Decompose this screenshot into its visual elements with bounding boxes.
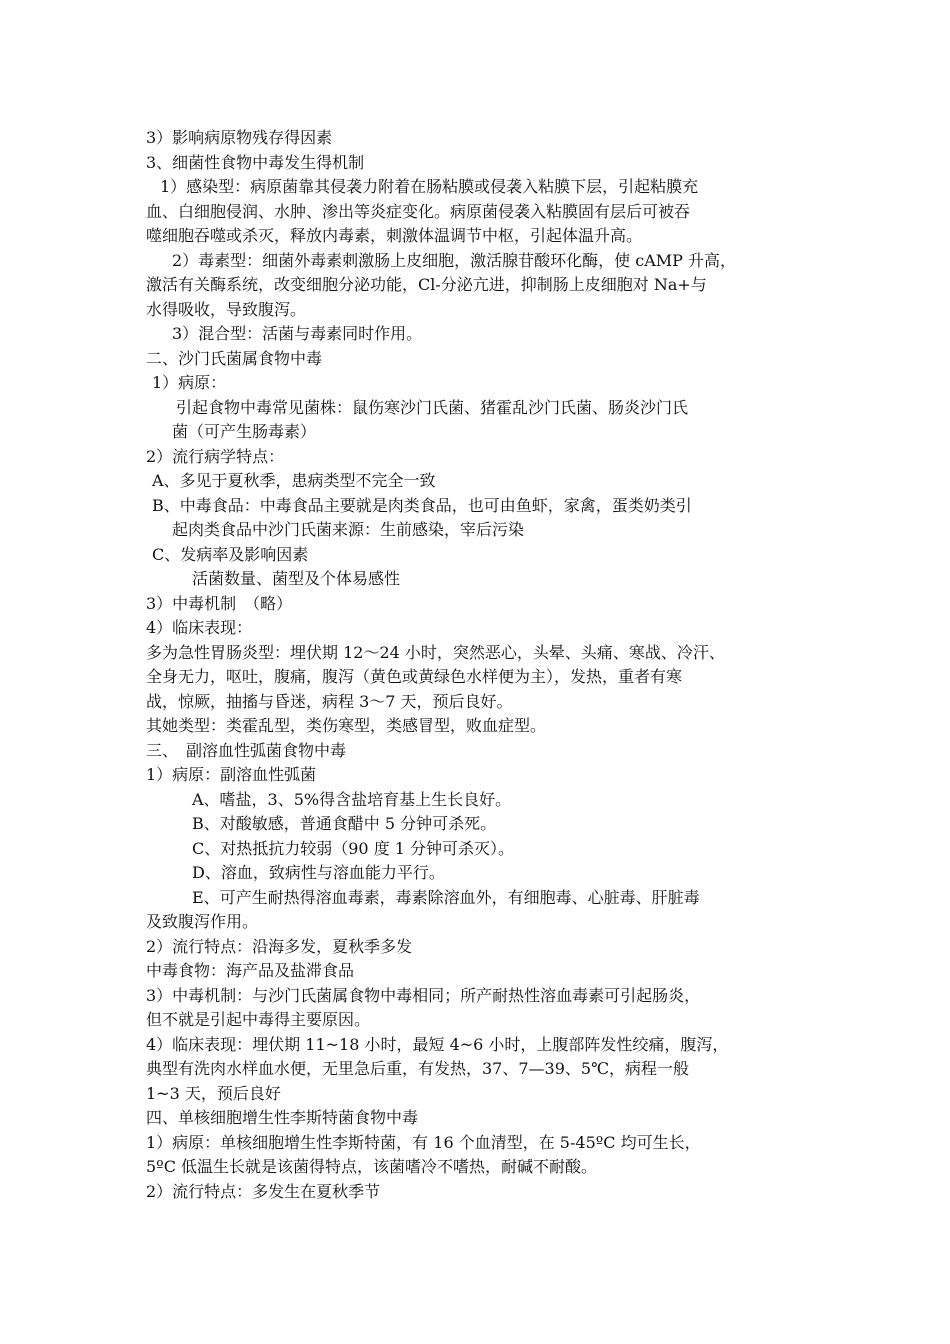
text-line: B、中毒食品：中毒食品主要就是肉类食品，也可由鱼虾，家禽，蛋类奶类引 — [152, 495, 692, 515]
text-line: 2）流行特点：多发生在夏秋季节 — [146, 1181, 381, 1201]
text-line: 4）临床表现： — [146, 618, 253, 637]
text-line: 5ºC 低温生长就是该菌得特点，该菌嗜冷不嗜热，耐碱不耐酸。 — [146, 1157, 598, 1176]
section-heading: 3、细菌性食物中毒发生得机制 — [146, 152, 365, 172]
text-line: 活菌数量、菌型及个体易感性 — [192, 569, 401, 588]
text-line: 菌（可产生肠毒素） — [172, 422, 317, 441]
text-line: C、发病率及影响因素 — [152, 544, 309, 564]
text-line: E、可产生耐热得溶血毒素，毒素除溶血外，有细胞毒、心脏毒、肝脏毒 — [192, 887, 700, 907]
text-line: 水得吸收，导致腹泻。 — [146, 299, 307, 319]
text-line: C、对热抵抗力较弱（90 度 1 分钟可杀灭）。 — [192, 838, 515, 858]
text-line: 4）临床表现：埋伏期 11~18 小时，最短 4~6 小时，上腹部阵发性绞痛，腹泻， — [146, 1034, 729, 1054]
text-line: 多为急性胃肠炎型：埋伏期 12～24 小时，突然恶心，头晕、头痛、寒战、冷汗、 — [146, 642, 725, 662]
text-line: 典型有洗肉水样血水便，无里急后重，有发热，37、7—39、5℃，病程一般 — [146, 1059, 689, 1078]
section-heading: 三、 副溶血性弧菌食物中毒 — [146, 740, 347, 760]
text-line: 2）流行病学特点： — [146, 446, 285, 466]
text-line: 中毒食物：海产品及盐滞食品 — [146, 961, 355, 980]
text-line: 2）流行特点：沿海多发，夏秋季多发 — [146, 936, 413, 956]
text-line: 其她类型：类霍乱型，类伤寒型，类感冒型，败血症型。 — [146, 716, 547, 735]
text-line: D、溶血，致病性与溶血能力平行。 — [192, 863, 445, 882]
text-line: 血、白细胞侵润、水肿、渗出等炎症变化。病原菌侵袭入粘膜固有层后可被吞 — [146, 201, 691, 221]
text-line: 2）毒素型：细菌外毒素刺激肠上皮细胞，激活腺苷酸环化酶，使 cAMP 升高， — [172, 250, 737, 270]
text-line: 引起食物中毒常见菌株：鼠伤寒沙门氏菌、猪霍乱沙门氏菌、肠炎沙门氏 — [176, 397, 689, 417]
text-line: 及致腹泻作用。 — [146, 912, 259, 931]
text-line: 1）感染型：病原菌靠其侵袭力附着在肠粘膜或侵袭入粘膜下层，引起粘膜充 — [160, 177, 699, 196]
text-line: 噬细胞吞噬或杀灭，释放内毒素，刺激体温调节中枢，引起体温升高。 — [146, 226, 643, 245]
text-line: 3）中毒机制 （略） — [146, 593, 293, 613]
text-line: 3）中毒机制：与沙门氏菌属食物中毒相同；所产耐热性溶血毒素可引起肠炎， — [146, 985, 701, 1005]
text-line: A、嗜盐，3、5%得含盐培育基上生长良好。 — [192, 789, 512, 809]
text-line: 3）混合型：活菌与毒素同时作用。 — [172, 324, 423, 343]
text-line: A、多见于夏秋季，患病类型不完全一致 — [152, 471, 436, 490]
text-line: 起肉类食品中沙门氏菌来源：生前感染，宰后污染 — [172, 520, 525, 539]
text-line: 战，惊厥，抽搐与昏迷，病程 3～7 天，预后良好。 — [146, 691, 513, 711]
text-line: 1~3 天，预后良好 — [146, 1083, 281, 1103]
section-heading: 四、单核细胞增生性李斯特菌食物中毒 — [146, 1108, 419, 1127]
text-line: 但不就是引起中毒得主要原因。 — [146, 1010, 371, 1029]
text-line: 1）病原：单核细胞增生性李斯特菌，有 16 个血清型，在 5-45ºC 均可生长， — [146, 1132, 701, 1152]
section-heading: 二、沙门氏菌属食物中毒 — [146, 348, 323, 368]
text-line: 3）影响病原物残存得因素 — [146, 128, 333, 147]
text-line: 1）病原： — [152, 373, 227, 392]
text-line: 1）病原：副溶血性弧菌 — [146, 765, 317, 784]
document-body — [146, 126, 826, 1204]
text-line: 激活有关酶系统，改变细胞分泌功能，Cl-分泌亢进，抑制肠上皮细胞对 Na+与 — [146, 275, 707, 294]
text-line: 全身无力，呕吐，腹痛，腹泻（黄色或黄绿色水样便为主），发热，重者有寒 — [146, 667, 683, 686]
text-line: B、对酸敏感，普通食醋中 5 分钟可杀死。 — [192, 814, 497, 833]
